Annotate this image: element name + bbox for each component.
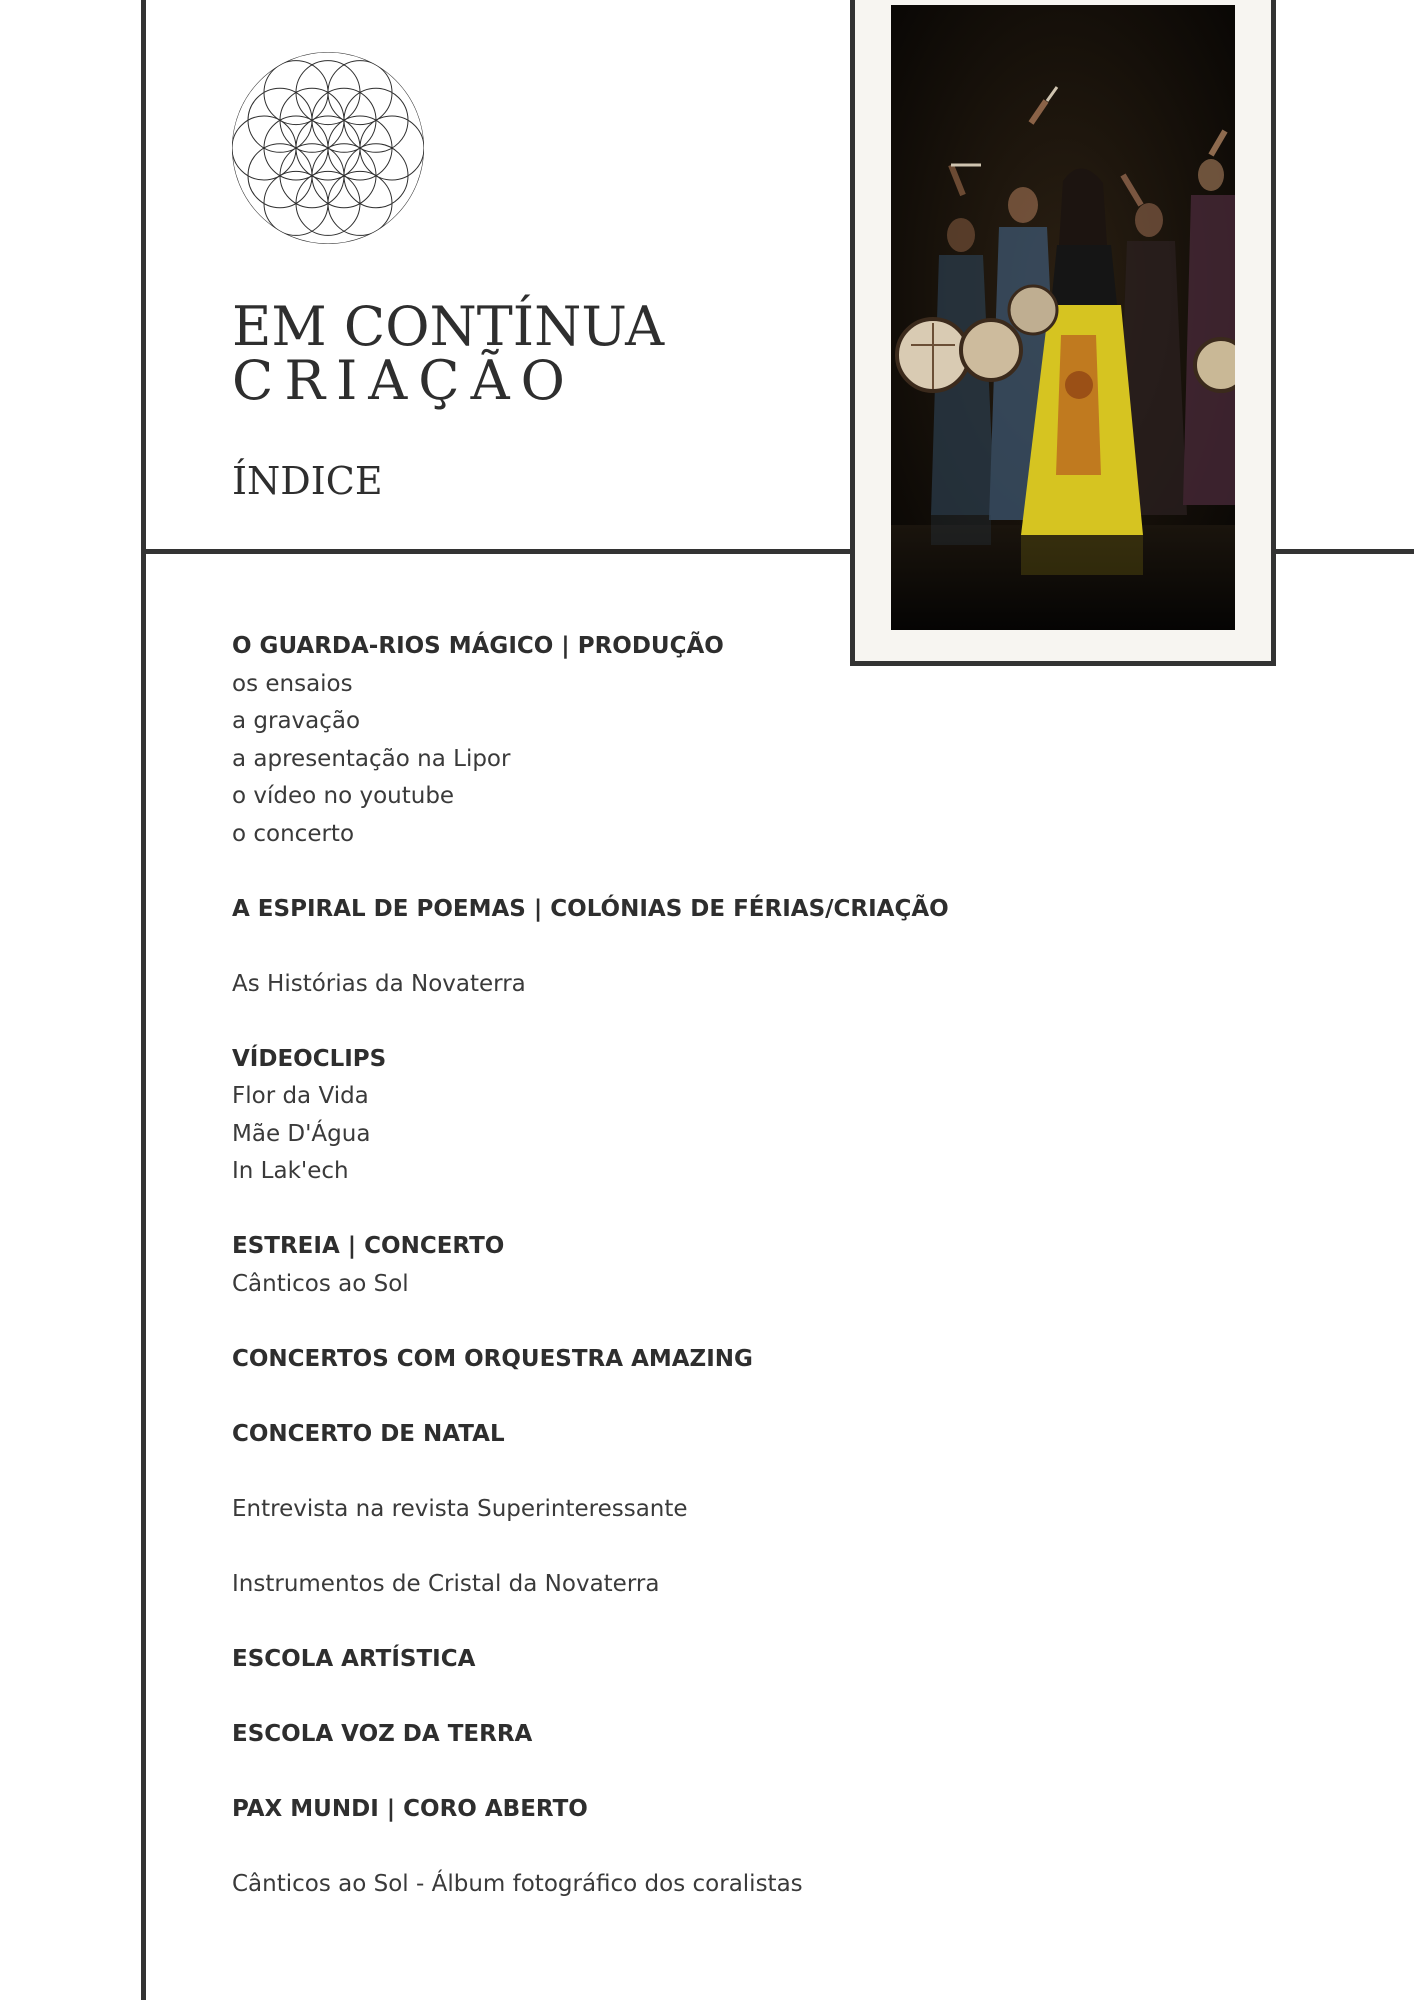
flower-of-life-logo: [230, 50, 426, 246]
flower-of-life-icon: [230, 50, 426, 246]
toc-section: [232, 891, 1132, 929]
toc-section: [232, 1866, 1132, 1904]
toc-item: o concerto: [232, 820, 355, 847]
page-title: [232, 295, 665, 412]
toc-heading: VÍDEOCLIPS: [232, 1045, 387, 1072]
toc-section: [232, 1341, 1132, 1379]
title-line-1: EM CONTÍNUA: [232, 295, 665, 358]
toc-spacer: [232, 1603, 1132, 1641]
toc-spacer: [232, 1678, 1132, 1716]
header-divider-line-right: [1275, 549, 1414, 554]
toc-section: [232, 1716, 1132, 1754]
toc-item: os ensaios: [232, 670, 353, 697]
toc-item: In Lak'ech: [232, 1158, 349, 1184]
toc-heading: ESTREIA | CONCERTO: [232, 1233, 505, 1259]
toc-spacer: [232, 1828, 1132, 1866]
toc-section: [232, 1566, 1132, 1604]
toc-heading: CONCERTOS COM ORQUESTRA AMAZING: [232, 1345, 753, 1372]
toc-heading: O GUARDA-RIOS MÁGICO | PRODUÇÃO: [232, 633, 724, 659]
left-border-line: [141, 0, 146, 2000]
toc-item: Cânticos ao Sol: [232, 1270, 409, 1297]
toc-spacer: [232, 1303, 1132, 1341]
toc-spacer: [232, 1753, 1132, 1791]
toc-item: Cânticos ao Sol - Álbum fotográfico dos coralistas: [232, 1870, 803, 1897]
toc-spacer: [232, 1453, 1132, 1491]
toc-spacer: [232, 853, 1132, 891]
photo-frame: [850, 0, 1276, 666]
toc-spacer: [232, 1528, 1132, 1566]
toc-item: a gravação: [232, 708, 361, 734]
toc-heading: PAX MUNDI | CORO ABERTO: [232, 1795, 588, 1822]
toc-item: Instrumentos de Cristal da Novaterra: [232, 1570, 660, 1597]
toc-section: [232, 1416, 1132, 1454]
toc-spacer: [232, 1378, 1132, 1416]
choir-photo: [891, 5, 1235, 630]
header-divider-line: [141, 549, 851, 554]
toc-spacer: [232, 1191, 1132, 1229]
toc-item: a apresentação na Lipor: [232, 745, 511, 772]
toc-heading: A ESPIRAL DE POEMAS | COLÓNIAS DE FÉRIAS/CRIAÇÃO: [232, 895, 949, 922]
toc-spacer: [232, 928, 1132, 966]
toc-section: [232, 1041, 1132, 1191]
toc-item: Mãe D'Água: [232, 1120, 371, 1147]
toc-section: [232, 1791, 1132, 1829]
toc-heading: ESCOLA ARTÍSTICA: [232, 1645, 476, 1672]
index-heading: ÍNDICE: [232, 459, 383, 503]
toc-heading: ESCOLA VOZ DA TERRA: [232, 1720, 533, 1747]
toc-section: [232, 966, 1132, 1004]
toc-section: [232, 1491, 1132, 1529]
table-of-contents: [232, 628, 1132, 1903]
toc-item: As Histórias da Novaterra: [232, 970, 526, 997]
toc-section: [232, 628, 1132, 853]
toc-section: [232, 1228, 1132, 1303]
toc-spacer: [232, 1003, 1132, 1041]
toc-item: Flor da Vida: [232, 1083, 369, 1109]
toc-item: o vídeo no youtube: [232, 783, 455, 809]
toc-heading: CONCERTO DE NATAL: [232, 1420, 505, 1447]
toc-section: [232, 1641, 1132, 1679]
title-line-2: CRIAÇÃO: [232, 349, 576, 412]
toc-item: Entrevista na revista Superinteressante: [232, 1495, 688, 1522]
